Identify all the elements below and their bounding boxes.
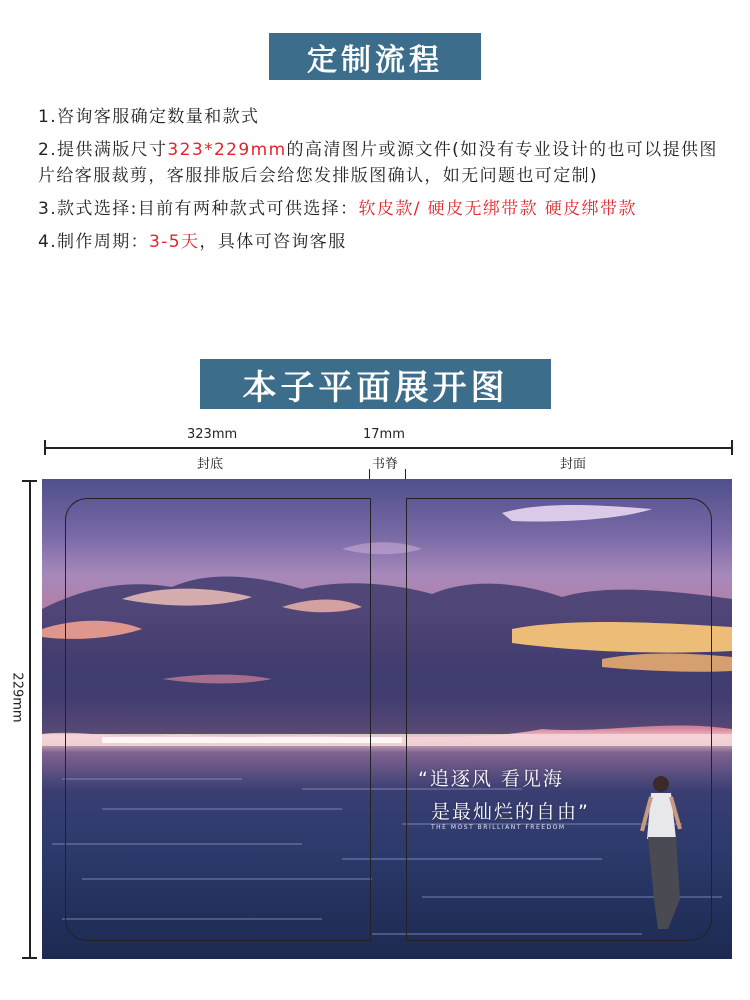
step-2-text: 2.提供满版尺寸 (38, 140, 168, 160)
step-4 (38, 229, 718, 255)
spine-width-label: 17mm (363, 427, 405, 442)
front-cover-label: 封面 (560, 457, 587, 472)
width-dim-tick-left (44, 440, 46, 455)
height-dim-tick-top (22, 480, 37, 482)
step-2-text-cont: 的高清图片或源文件(如没有专业设计的也可以提供图片给客服裁剪，客服排版后会给您发排版图确认，如无问题也可定制) (38, 140, 718, 186)
process-steps (38, 104, 718, 262)
cover-quote-subtitle: THE MOST BRILLIANT FREEDOM (431, 824, 566, 831)
step-3-styles-highlight: 软皮款/ 硬皮无绑带款 硬皮绑带款 (358, 199, 637, 219)
back-cover-label: 封底 (197, 457, 224, 472)
front-cover-safe-frame (406, 498, 712, 941)
height-dim-tick-bottom (22, 957, 37, 959)
width-dim-tick-right (731, 440, 733, 455)
step-1-text: 1.咨询客服确定数量和款式 (38, 107, 260, 127)
spine-guide-left (370, 498, 371, 941)
step-2-size-highlight: 323*229mm (167, 140, 287, 160)
cover-quote-line1: “追逐风 看见海 (418, 768, 564, 790)
step-3 (38, 196, 718, 222)
cover-width-label: 323mm (187, 427, 238, 442)
step-4-text: 4.制作周期： (38, 232, 150, 252)
layout-title: 本子平面展开图 (200, 359, 551, 409)
notebook-spread-artwork (42, 479, 732, 959)
step-2 (38, 137, 718, 189)
spine-label: 书脊 (372, 457, 399, 472)
step-3-text: 3.款式选择:目前有两种款式可供选择： (38, 199, 359, 219)
cover-quote-line2: 是最灿烂的自由” (431, 801, 590, 823)
step-4-text-cont: ，具体可咨询客服 (199, 232, 347, 252)
height-dimension-line (29, 480, 31, 958)
back-cover-safe-frame (65, 498, 371, 941)
process-title: 定制流程 (269, 33, 481, 80)
step-4-period-highlight: 3-5天 (149, 232, 200, 252)
spine-guide-right (406, 498, 407, 941)
step-1 (38, 104, 718, 130)
height-label: 229mm (9, 672, 25, 723)
width-dimension-line (44, 447, 732, 449)
